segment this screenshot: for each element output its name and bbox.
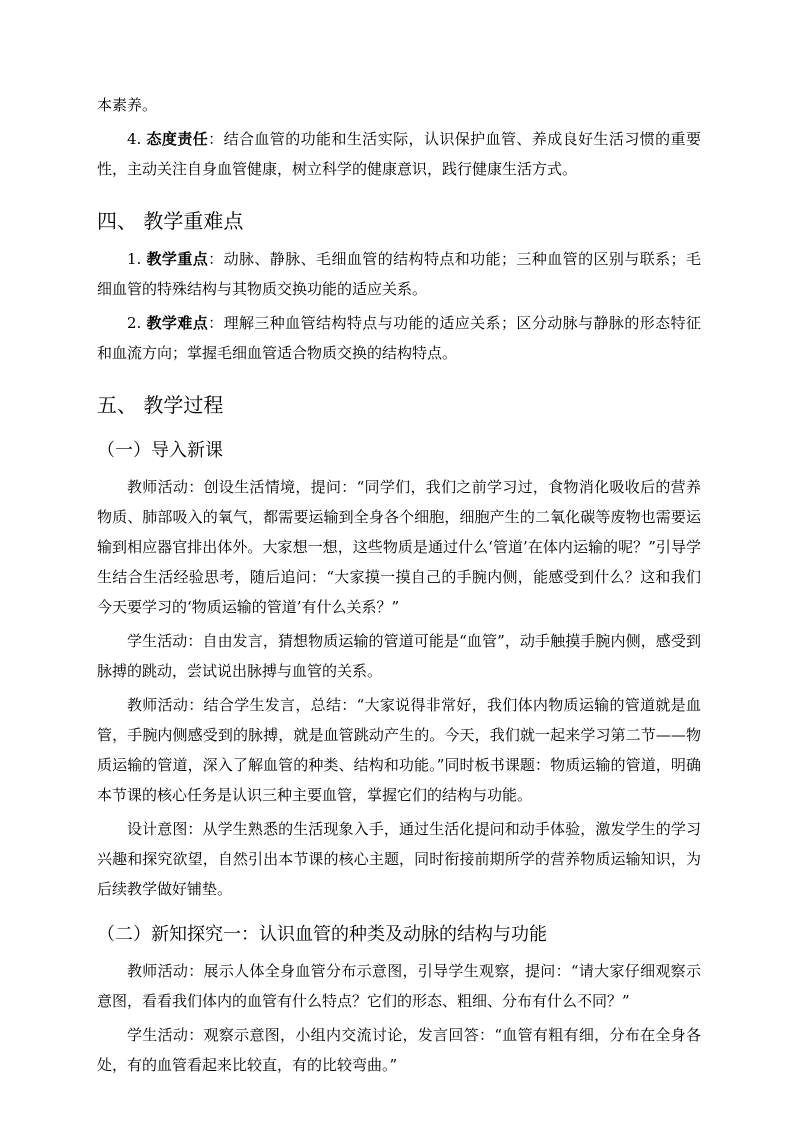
item-text: ：理解三种血管结构特点与功能的适应关系；区分动脉与静脉的形态特征和血流方向；掌握毛细血管适合物质交换的结构特点。 [97, 314, 701, 362]
paragraph-student-activity-1: 学生活动：自由发言，猜想物质运输的管道可能是“血管”，动手触摸手腕内侧，感受到脉搏的跳动，尝试说出脉搏与血管的关系。 [97, 632, 701, 680]
item-text: ：结合血管的功能和生活实际，认识保护血管、养成良好生活习惯的重要性，主动关注自身血管健康，树立科学的健康意识，践行健康生活方式。 [97, 130, 701, 178]
paragraph-continuation: 本素养。 [97, 96, 158, 114]
paragraph-student-activity-2: 学生活动：观察示意图，小组内交流讨论，发言回答：“血管有粗有细，分布在全身各处，有的血管看起来比较直，有的比较弯曲。” [97, 1026, 701, 1074]
document-page [97, 90, 701, 1084]
paragraph-key-points [97, 244, 701, 304]
subsection-heading-2: （二）新知探究一：认识血管的种类及动脉的结构与功能 [97, 924, 547, 945]
item-label: 态度责任 [146, 130, 209, 148]
section-heading-5: 五、 教学过程 [97, 393, 224, 417]
paragraph-design-intent: 设计意图：从学生熟悉的生活现象入手，通过生活化提问和动手体验，激发学生的学习兴趣和探究欲望，自然引出本节课的核心主题，同时衔接前期所学的营养物质运输知识，为后续教学做好铺垫。 [97, 820, 701, 898]
item-label: 教学重点 [146, 250, 209, 268]
item-number: 4. [127, 130, 142, 148]
item-label: 教学难点 [146, 314, 209, 332]
paragraph-teacher-activity-2: 教师活动：结合学生发言，总结：“大家说得非常好，我们体内物质运输的管道就是血管，手腕内侧感受到的脉搏，就是血管跳动产生的。今天，我们就一起来学习第二节——物质运输的管道，深入了解血管的种类、结构和功能。”同时板书课题：物质运输的管道，明确本节课的核心任务是认识三种主要血管，掌握它们的结构与功能。 [97, 696, 701, 804]
item-text: ：动脉、静脉、毛细血管的结构特点和功能；三种血管的区别与联系；毛细血管的特殊结构与其物质交换功能的适应关系。 [97, 250, 701, 298]
paragraph-teacher-activity-1: 教师活动：创设生活情境，提问：“同学们，我们之前学习过，食物消化吸收后的营养物质、肺部吸入的氧气，都需要运输到全身各个细胞，细胞产生的二氧化碳等废物也需要运输到相应器官排出体外。大家想一想，这些物质是通过什么‘管道’在体内运输的呢？”引导学生结合生活经验思考，随后追问：“大家摸一摸自己的手腕内侧，能感受到什么？这和我们今天要学习的‘物质运输的管道’有什么关系？” [97, 478, 701, 616]
section-heading-4: 四、 教学重难点 [97, 209, 244, 233]
item-number: 2. [127, 314, 142, 332]
item-number: 1. [127, 250, 142, 268]
subsection-heading-1: （一）导入新课 [97, 440, 223, 461]
paragraph-attitude [97, 124, 701, 184]
paragraph-difficulties [97, 308, 701, 368]
paragraph-teacher-activity-3: 教师活动：展示人体全身血管分布示意图，引导学生观察，提问：“请大家仔细观察示意图，看看我们体内的血管有什么特点？它们的形态、粗细、分布有什么不同？” [97, 962, 701, 1010]
